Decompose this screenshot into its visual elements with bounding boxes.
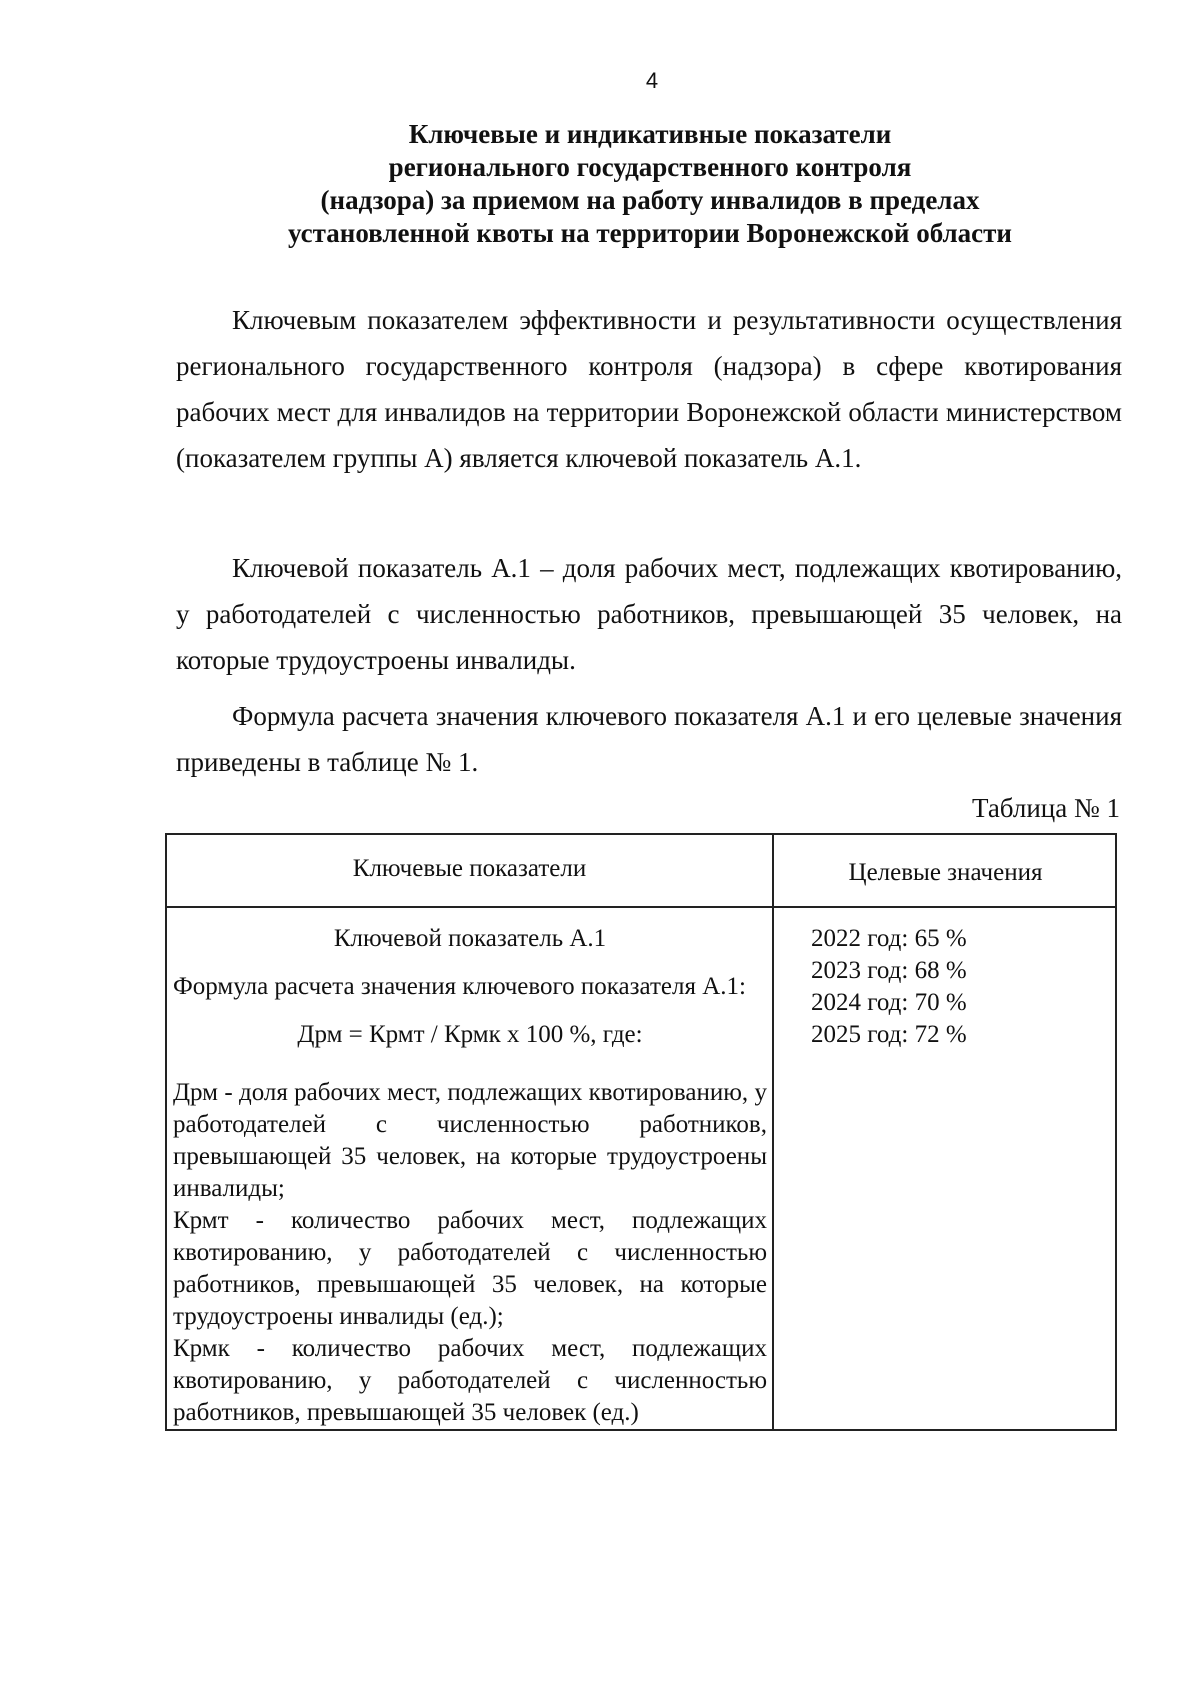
targets-cell — [811, 923, 1111, 1051]
paragraph-text: Ключевой показатель А.1 – доля рабочих мест, подлежащих квотированию, у работодателей с численностью работников, превышающей 35 человек, на которые трудоустроены инвалиды. — [176, 553, 1122, 675]
table-caption: Таблица № 1 — [972, 793, 1120, 823]
paragraph-1 — [176, 297, 1122, 481]
definitions-list — [173, 1077, 767, 1429]
paragraph-3 — [176, 693, 1122, 785]
target-value: 2022 год: 65 % — [811, 925, 967, 952]
formula-intro: Формула расчета значения ключевого показателя А.1: — [173, 973, 746, 1000]
title-line: установленной квоты на территории Воронежской области — [288, 218, 1012, 248]
title-line: (надзора) за приемом на работу инвалидов в пределах — [320, 185, 980, 215]
target-value: 2025 год: 72 % — [811, 1021, 967, 1048]
paragraph-text: Ключевым показателем эффективности и результативности осуществления регионального государственного контроля (надзора) в сфере квотирования рабочих мест для инвалидов на территории Воронежской области министерством (показателем группы А) является ключевой показатель А.1. — [176, 305, 1122, 473]
definition-item: Крмк - количество рабочих мест, подлежащих квотированию, у работодателей с численностью работников, превышающей 35 человек (ед.) — [173, 1335, 767, 1426]
document-title — [160, 118, 1140, 250]
indicator-name: Ключевой показатель А.1 — [333, 925, 607, 952]
title-line: регионального государственного контроля — [388, 152, 912, 182]
definition-item: Крмт - количество рабочих мест, подлежащих квотированию, у работодателей с численностью работников, превышающей 35 человек, на которые трудоустроены инвалиды (ед.); — [173, 1207, 767, 1330]
page-number: 4 — [645, 68, 659, 93]
target-value: 2024 год: 70 % — [811, 989, 967, 1016]
target-value: 2023 год: 68 % — [811, 957, 967, 984]
paragraph-2 — [176, 545, 1122, 683]
indicator-cell — [173, 923, 767, 1429]
formula: Дрм = Крмт / Крмк х 100 %, где: — [297, 1021, 643, 1048]
indicators-table — [165, 833, 1117, 1431]
table-row-divider — [167, 906, 1115, 908]
definition-item: Дрм - доля рабочих мест, подлежащих квотированию, у работодателей с численностью работников, превышающей 35 человек, на которые трудоустроены инвалиды; — [173, 1079, 767, 1202]
title-line: Ключевые и индикативные показатели — [408, 119, 892, 149]
table-header-indicators: Ключевые показатели — [352, 855, 587, 882]
table-column-divider — [772, 835, 774, 1429]
paragraph-text: Формула расчета значения ключевого показателя А.1 и его целевые значения приведены в таблице № 1. — [176, 701, 1122, 777]
table-header-targets: Целевые значения — [848, 859, 1043, 886]
